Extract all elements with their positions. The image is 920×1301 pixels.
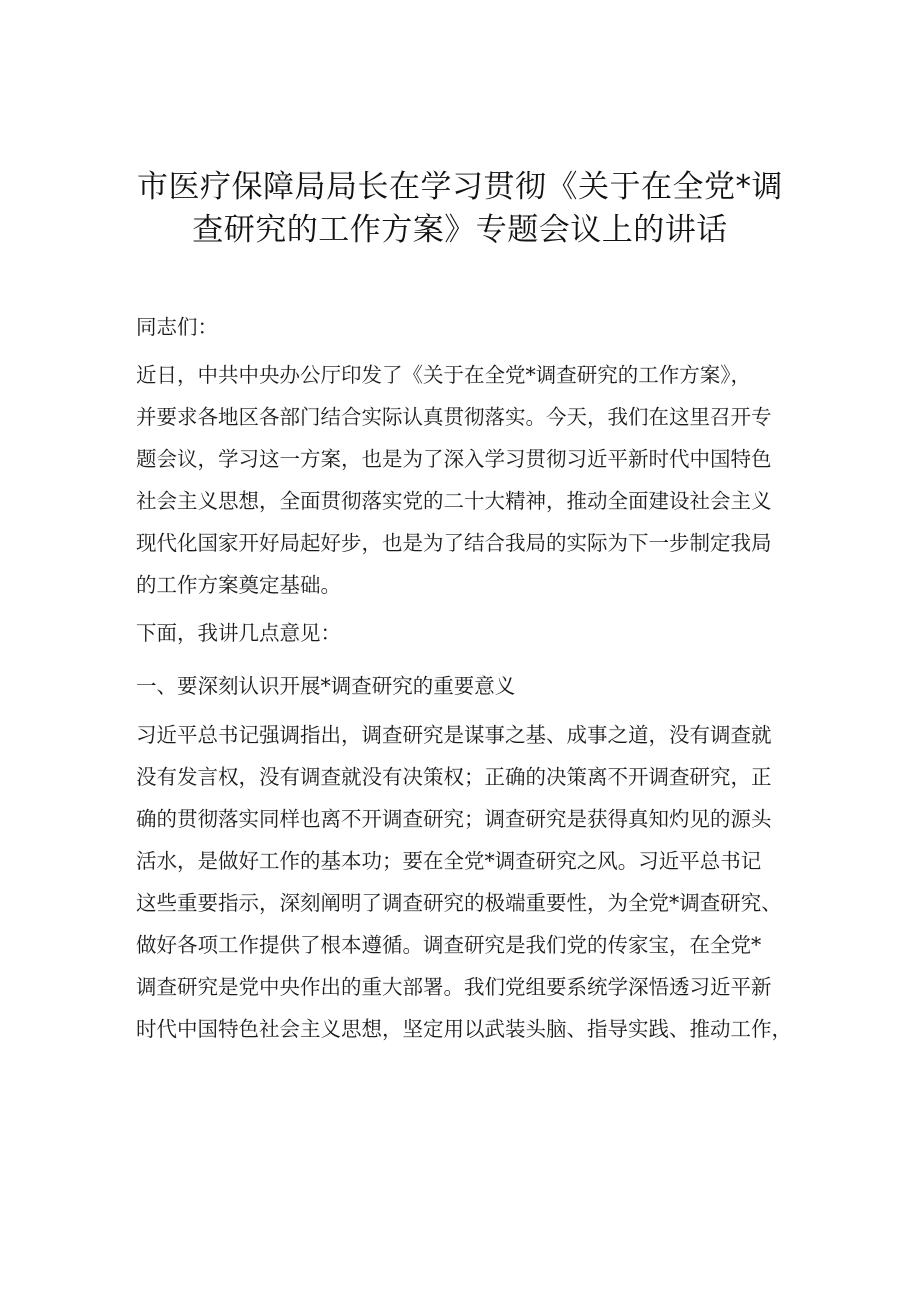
paragraph2-line: 这些重要指示，深刻阐明了调查研究的极端重要性，为全党*调查研究、 — [136, 891, 782, 915]
paragraph1-line: 题会议，学习这一方案，也是为了深入学习贯彻习近平新时代中国特色 — [136, 447, 772, 471]
paragraph1-line: 并要求各地区各部门结合实际认真贯彻落实。今天，我们在这里召开专 — [136, 405, 772, 429]
paragraph1-line: 社会主义思想，全面贯彻落实党的二十大精神，推动全面建设社会主义 — [136, 489, 772, 513]
section1-heading: 一、要深刻认识开展*调查研究的重要意义 — [136, 674, 516, 698]
intro-line: 下面，我讲几点意见： — [136, 621, 341, 645]
paragraph1-line: 现代化国家开好局起好步，也是为了结合我局的实际为下一步制定我局 — [136, 531, 772, 555]
paragraph2-line: 时代中国特色社会主义思想，坚定用以武装头脑、指导实践、推动工作， — [136, 1017, 792, 1041]
paragraph1-line: 的工作方案奠定基础。 — [136, 573, 341, 597]
document-title-line-2: 查研究的工作方案》专题会议上的讲话 — [192, 212, 728, 248]
paragraph2-line: 习近平总书记强调指出，调查研究是谋事之基、成事之道，没有调查就 — [136, 723, 772, 747]
paragraph2-line: 调查研究是党中央作出的重大部署。我们党组要系统学深悟透习近平新 — [136, 975, 772, 999]
paragraph2-line: 确的贯彻落实同样也离不开调查研究；调查研究是获得真知灼见的源头 — [136, 807, 772, 831]
paragraph2-line: 没有发言权，没有调查就没有决策权；正确的决策离不开调查研究，正 — [136, 765, 772, 789]
paragraph2-line: 活水，是做好工作的基本功；要在全党*调查研究之风。习近平总书记 — [136, 849, 762, 873]
salutation: 同志们： — [136, 315, 218, 339]
paragraph1-line: 近日，中共中央办公厅印发了《关于在全党*调查研究的工作方案》， — [136, 363, 751, 387]
paragraph2-line: 做好各项工作提供了根本遵循。调查研究是我们党的传家宝，在全党* — [136, 933, 762, 957]
document-title-line-1: 市医疗保障局局长在学习贯彻《关于在全党*调 — [137, 169, 783, 205]
